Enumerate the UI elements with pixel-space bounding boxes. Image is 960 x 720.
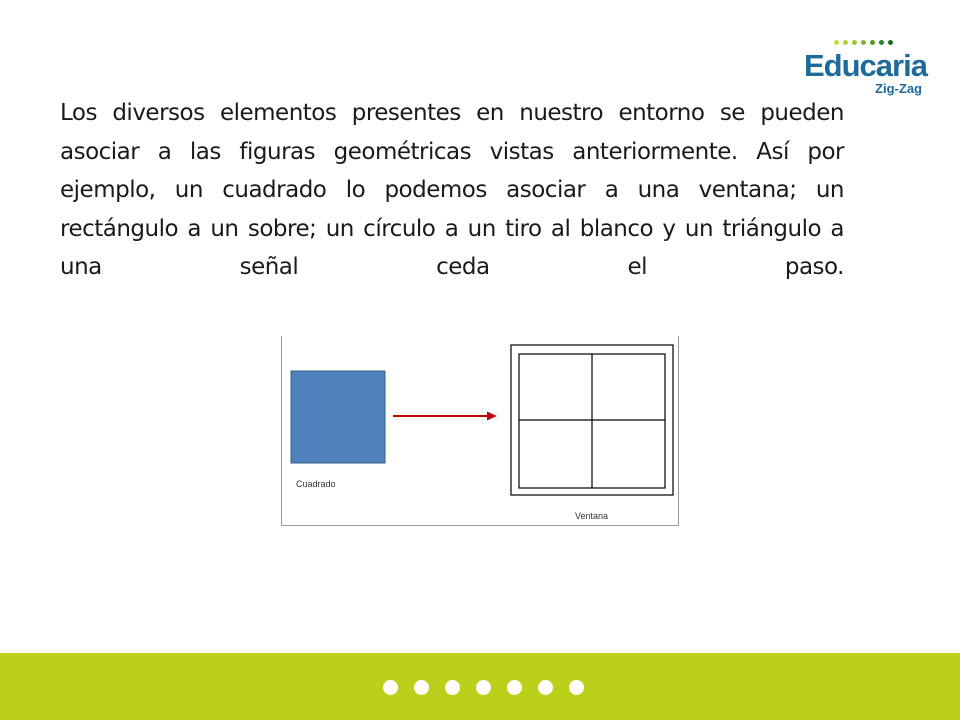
window-label: Ventana [575, 511, 609, 521]
footer-dot [507, 680, 522, 695]
logo-dot [861, 40, 866, 45]
arrow-head [487, 412, 497, 421]
educaria-logo [800, 40, 930, 100]
footer-dot [538, 680, 553, 695]
logo-dot [852, 40, 857, 45]
logo-dot [834, 40, 839, 45]
blue-square [291, 371, 385, 463]
footer-dot [445, 680, 460, 695]
footer-dot [569, 680, 584, 695]
logo-dot [888, 40, 893, 45]
logo-dot [843, 40, 848, 45]
body-paragraph: Los diversos elementos presentes en nuestro entorno se pueden asociar a las figuras geométricas vistas anteriormente. Así por ejemplo, un cuadrado lo podemos asociar a una ventana; un rectángulo a un sobre; un círculo a un tiro al blanco y un triángulo a una señal ceda el paso. [60, 100, 844, 280]
footer-dot [383, 680, 398, 695]
footer-dot [476, 680, 491, 695]
square-window-figure [281, 336, 679, 526]
logo-dots [834, 40, 893, 48]
logo-wordmark: Educaria [804, 48, 927, 83]
footer-dots [383, 680, 584, 695]
square-label: Cuadrado [296, 479, 336, 489]
logo-subtitle: Zig-Zag [875, 81, 922, 96]
logo-dot [870, 40, 875, 45]
footer-bar [0, 653, 960, 720]
footer-dot [414, 680, 429, 695]
logo-dot [879, 40, 884, 45]
figure-drawing [281, 336, 679, 526]
